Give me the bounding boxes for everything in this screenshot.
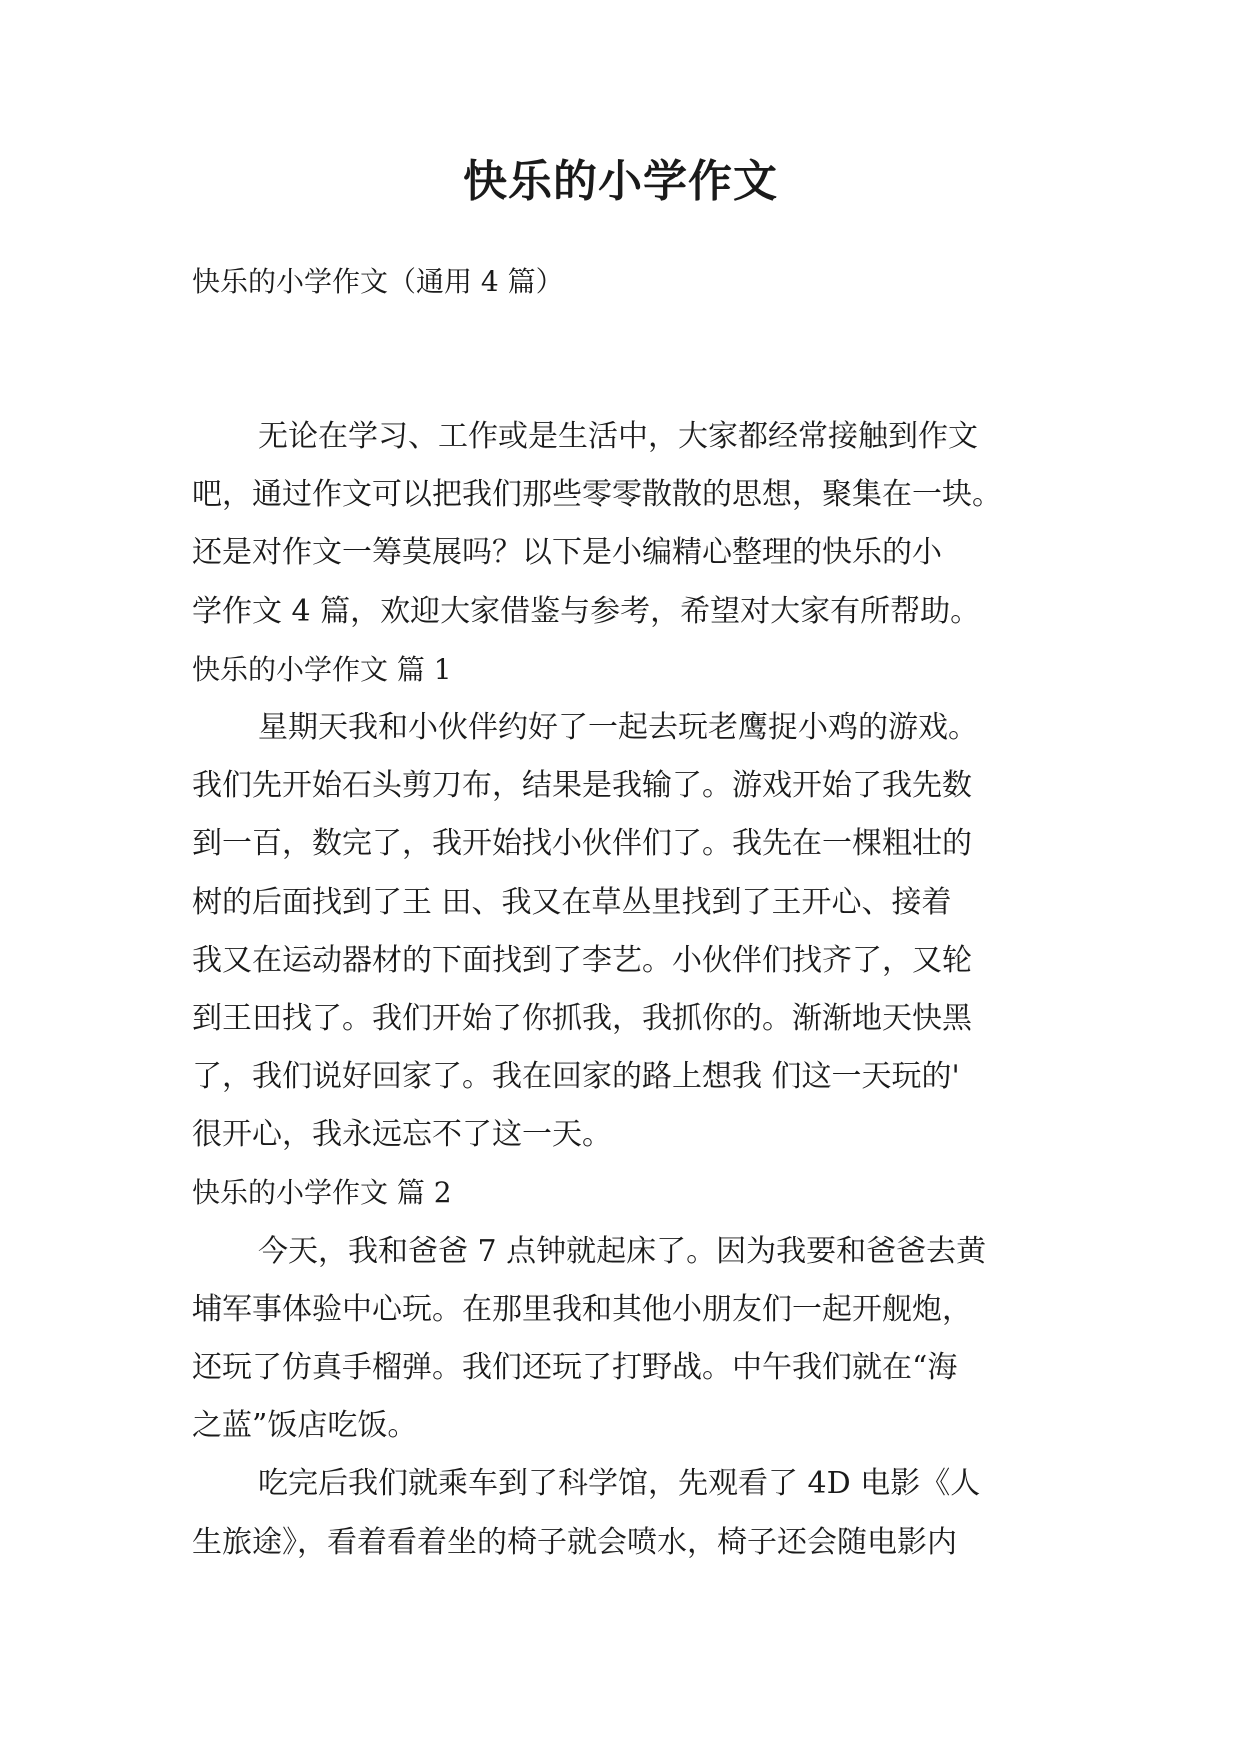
section-heading: 快乐的小学作文 篇 2 [192, 1176, 452, 1210]
paragraph-line: 之蓝”饭店吃饭。 [192, 1408, 418, 1444]
paragraph-line: 树的后面找到了王 田、我又在草丛里找到了王开心、接着 [192, 884, 952, 920]
paragraph-line: 生旅途》，看着看着坐的椅子就会喷水，椅子还会随电影内 [192, 1524, 957, 1560]
paragraph-line: 今天，我和爸爸 7 点钟就起床了。因为我要和爸爸去黄 [258, 1233, 987, 1269]
paragraph-line: 还是对作文一筹莫展吗？以下是小编精心整理的快乐的小 [192, 535, 942, 571]
document-body [192, 408, 1072, 1572]
paragraph-line: 学作文 4 篇，欢迎大家借鉴与参考，希望对大家有所帮助。 [192, 593, 981, 629]
paragraph-line: 吃完后我们就乘车到了科学馆，先观看了 4D 电影《人 [258, 1466, 981, 1502]
document-subtitle: 快乐的小学作文（通用 4 篇） [192, 265, 564, 298]
document-title: 快乐的小学作文 [463, 156, 778, 207]
paragraph-line: 还玩了仿真手榴弹。我们还玩了打野战。中午我们就在“海 [192, 1350, 958, 1385]
paragraph-line: 我又在运动器材的下面找到了李艺。小伙伴们找齐了，又轮 [192, 942, 972, 978]
section-heading: 快乐的小学作文 篇 1 [192, 652, 452, 686]
paragraph-line: 星期天我和小伙伴约好了一起去玩老鹰捉小鸡的游戏。 [258, 709, 978, 745]
paragraph-line: 了，我们说好回家了。我在回家的路上想我 们这一天玩的' [192, 1059, 960, 1095]
paragraph-line: 我们先开始石头剪刀布，结果是我输了。游戏开始了我先数 [192, 768, 972, 804]
paragraph-line: 到一百，数完了，我开始找小伙伴们了。我先在一棵粗壮的 [192, 826, 972, 862]
paragraph-line: 无论在学习、工作或是生活中，大家都经常接触到作文 [258, 419, 978, 454]
paragraph-line: 很开心，我永远忘不了这一天。 [192, 1117, 612, 1153]
paragraph-line: 埔军事体验中心玩。在那里我和其他小朋友们一起开舰炮， [192, 1291, 972, 1327]
paragraph-line: 到王田找了。我们开始了你抓我，我抓你的。渐渐地天快黑 [192, 1000, 972, 1036]
paragraph-line: 吧，通过作文可以把我们那些零零散散的思想，聚集在一块。 [192, 477, 1002, 513]
